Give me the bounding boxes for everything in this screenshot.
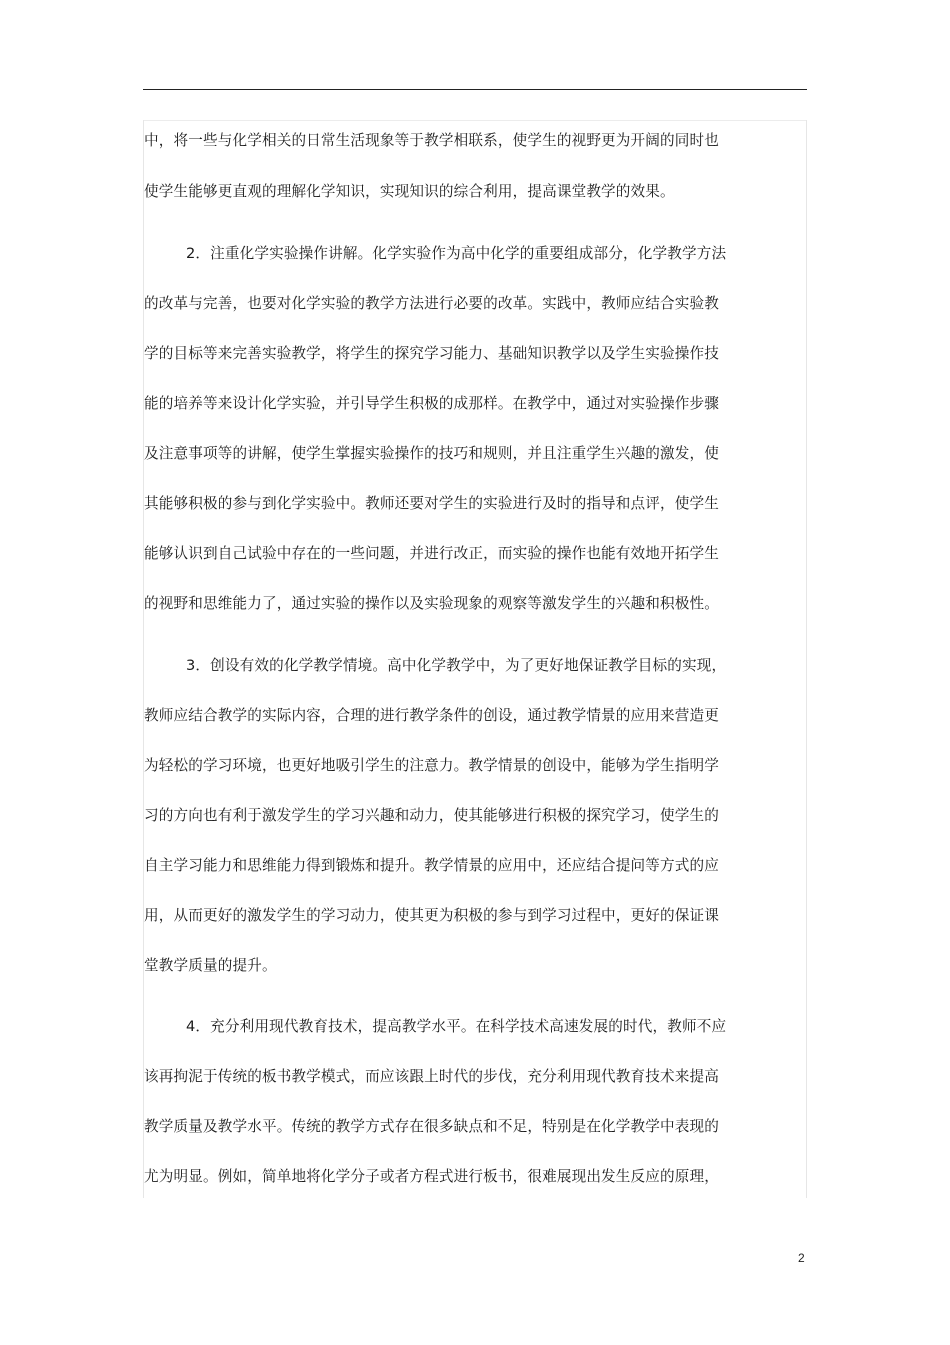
text-line: 为轻松的学习环境，也更好地吸引学生的注意力。教学情景的创设中，能够为学生指明学 (144, 757, 720, 774)
text-line: 用，从而更好的激发学生的学习动力，使其更为积极的参与到学习过程中，更好的保证课 (144, 907, 720, 924)
text-line: 及注意事项等的讲解，使学生掌握实验操作的技巧和规则，并且注重学生兴趣的激发，使 (144, 445, 720, 462)
text-line: 能的培养等来设计化学实验，并引导学生积极的成那样。在教学中，通过对实验操作步骤 (144, 395, 720, 412)
text-line: 使学生能够更直观的理解化学知识，实现知识的综合利用，提高课堂教学的效果。 (144, 183, 675, 200)
text-line: 学的目标等来完善实验教学，将学生的探究学习能力、基础知识教学以及学生实验操作技 (144, 345, 720, 362)
content-frame-top (143, 120, 807, 121)
text-line: 的视野和思维能力了，通过实验的操作以及实验现象的观察等激发学生的兴趣和积极性。 (144, 595, 720, 612)
text-line: 堂教学质量的提升。 (144, 957, 277, 974)
text-line: 自主学习能力和思维能力得到锻炼和提升。教学情景的应用中，还应结合提问等方式的应 (144, 857, 720, 874)
text-line: 教学质量及教学水平。传统的教学方式存在很多缺点和不足，特别是在化学教学中表现的 (144, 1118, 720, 1135)
header-rule (143, 89, 807, 90)
text-line: 习的方向也有利于激发学生的学习兴趣和动力，使其能够进行积极的探究学习，使学生的 (144, 807, 720, 824)
content-frame-left (143, 120, 144, 1198)
paragraph-3-first-line: 3．创设有效的化学教学情境。高中化学教学中，为了更好地保证教学目标的实现， (186, 657, 727, 674)
paragraph-4-first-line: 4．充分利用现代教育技术，提高教学水平。在科学技术高速发展的时代，教师不应 (186, 1018, 727, 1035)
text-line: 该再拘泥于传统的板书教学模式，而应该跟上时代的步伐，充分利用现代教育技术来提高 (144, 1068, 720, 1085)
text-line: 能够认识到自己试验中存在的一些问题，并进行改正，而实验的操作也能有效地开拓学生 (144, 545, 720, 562)
text-line: 中，将一些与化学相关的日常生活现象等于教学相联系，使学生的视野更为开阔的同时也 (144, 132, 720, 149)
paragraph-2-first-line: 2．注重化学实验操作讲解。化学实验作为高中化学的重要组成部分，化学教学方法 (186, 245, 727, 262)
page-number: 2 (798, 1251, 805, 1265)
content-frame-right (806, 120, 807, 1198)
text-line: 尤为明显。例如，简单地将化学分子或者方程式进行板书，很难展现出发生反应的原理， (144, 1168, 720, 1185)
text-line: 的改革与完善，也要对化学实验的教学方法进行必要的改革。实践中，教师应结合实验教 (144, 295, 720, 312)
text-line: 教师应结合教学的实际内容，合理的进行教学条件的创设，通过教学情景的应用来营造更 (144, 707, 720, 724)
text-line: 其能够积极的参与到化学实验中。教师还要对学生的实验进行及时的指导和点评，使学生 (144, 495, 720, 512)
